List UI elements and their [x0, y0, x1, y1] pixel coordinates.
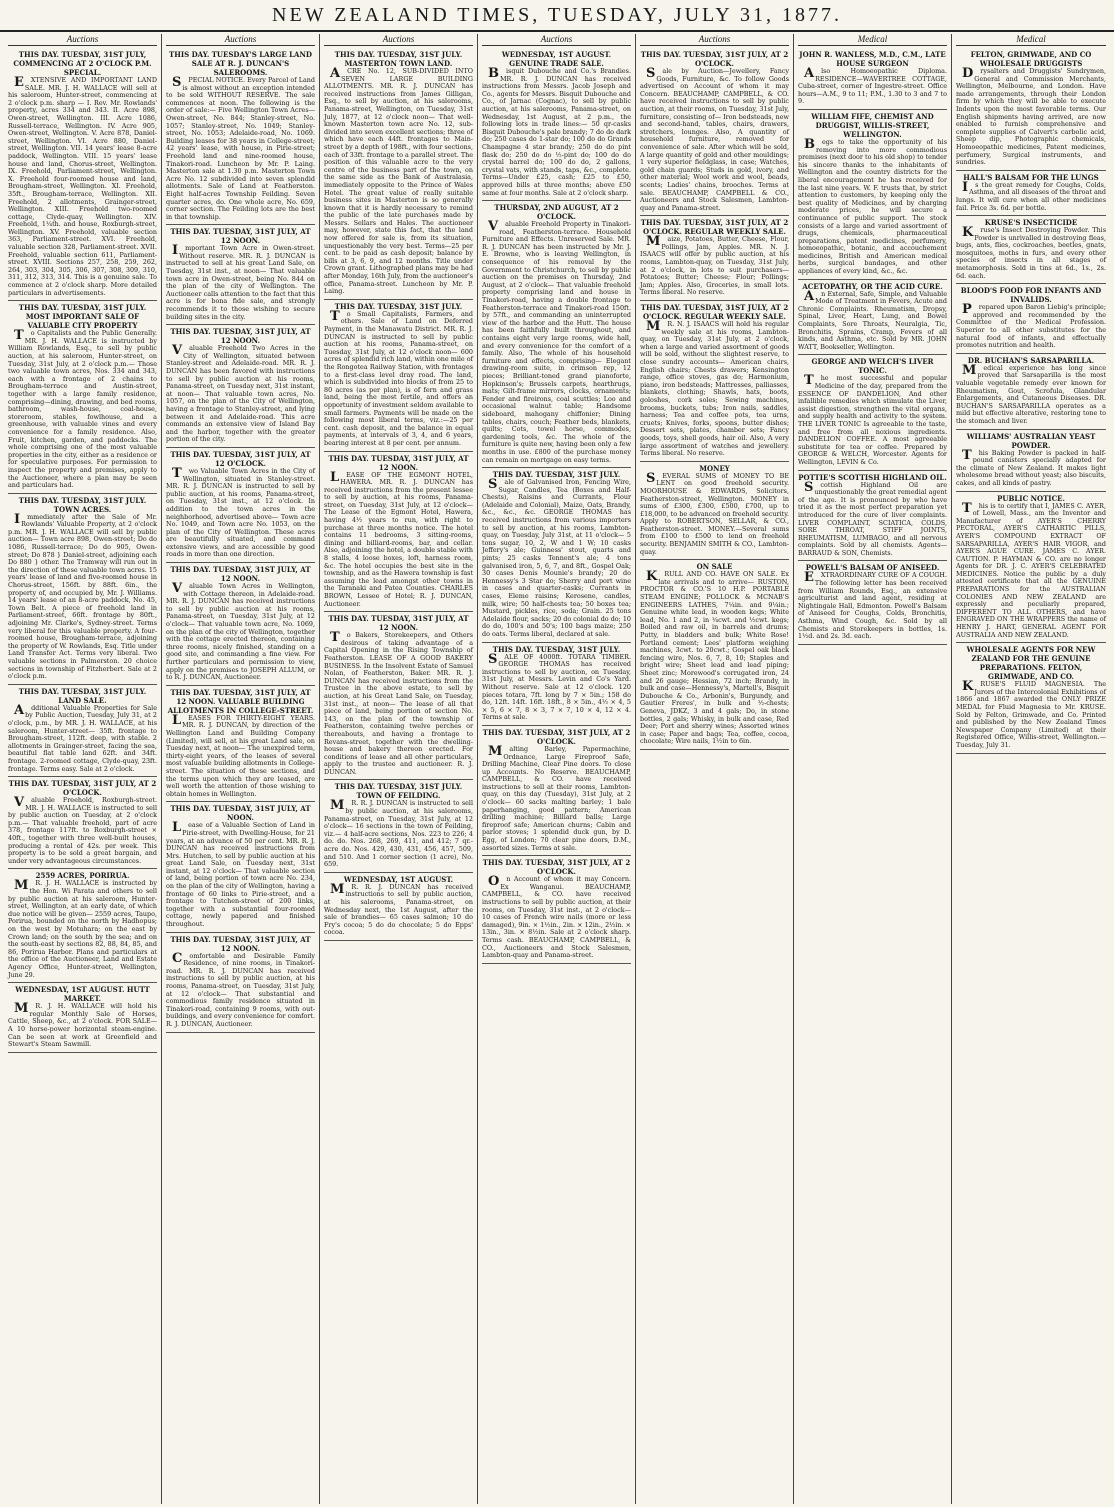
advertisement — [956, 284, 1106, 354]
advertisement — [640, 560, 789, 750]
advertisement-heading: THIS DAY. TUESDAY, 31ST JULY, AT 2 O'CLOCK. — [482, 727, 631, 746]
advertisement-heading: ON SALE — [696, 562, 733, 572]
advertisement-body: MR. J. H. WALLACE is instructed by the Hon. Wi Parata and others to sell by public auction at his saleroom, Hunter-street, Wellington, at an early date, of which due notice will be given— 2559 acres, Taupo, Porirua, bounded on the north by Hadhopus; on the west by Motuhara; on the east by Crown land; on the south by the sea; and on the south-east by sections 82, 88, 84, 85, and 86, Porirua Harbor. Plans and particulars at the office of the Auctioneer, Land and Estate Agency Office, Hunter-street, Wellington, June 29. — [8, 878, 157, 979]
advertisement — [166, 933, 315, 1033]
column-7 — [952, 34, 1110, 1504]
advertisement-body: LEASE OF THE EGMONT HOTEL, HAWERA. MR. R. J. DUNCAN has received instructions from the present lessee to sell by auction, at his rooms, Panama-street, on Tuesday, 31st July, at 12 o'clock— The Lease of the Egmont Hotel, Hawera, having 4½ years to run, with right to purchase at three months notice. The hotel contains 11 bedrooms, 3 sitting-rooms, dining and billiard-rooms, bar, and cellar. Also, adjoining the hotel, a double stable with 8 stalls, 4 loose boxes, loft, harness room, &c. The hotel occupies the best site in the township, and as the Hawera township is fast assuming the lead amongst other towns in the Taranaki and Patea Counties. CHARLES BROWN, Lessee of Hotel; R. J. DUNCAN, Auctioneer. — [324, 469, 473, 608]
advertisement-heading: THIS DAY. TUESDAY, 31ST JULY, AT 12 NOON. VALUABLE BUILDING ALLOTMENTS IN COLLEGE-STREET. — [167, 687, 314, 715]
advertisement-body: MR. J. H. WALLACE will hold his regular Monthly Sale of Horses, Cattle, Sheep, &c., at 2 o'clock. FOR SALE—A 10 horse-power horizontal steam-engine. Can be seen at work at Greenfield and Stewart's Steam Sawmill. — [8, 1001, 157, 1049]
advertisement-heading: THIS DAY. TUESDAY, 31ST JULY, AT 12 NOON. — [170, 565, 311, 584]
advertisement — [482, 48, 631, 201]
advertisement — [640, 48, 789, 216]
advertisement-body: KRUSE'S FLUID MAGNESIA. The Jurors of the Intercolonial Exhibitions of 1866 and 1867 awarded the ONLY PRIZE MEDAL for Fluid Magnesia to Mr. KRUSE. Sold by Felton, Grimwade, and Co. Printed and published by the New Zealand Times Newspaper Company (Limited) at their Registered Office, Willis-street, Wellington.—Tuesday, July 31. — [956, 679, 1106, 749]
advertisement — [956, 430, 1106, 492]
advertisement — [956, 643, 1106, 753]
advertisement-body: ACRE No. 12, SUB-DIVIDED INTO SEVEN LARGE BUILDING ALLOTMENTS. MR. R. J. DUNCAN has received instructions from James Gilligan, Esq., to sell by auction, at his salerooms, Panama-street, Wellington, on Tuesday, 31st July, 1877, at 12 o'clock noon— That well-known Masterton town acre No. 12, sub-divided into seven excellent sections; three of which have each 44ft. frontages to Main-street by a depth of 198ft., with four sections, each of 33ft. frontage to a parallel street. The position of this valuable acre to the very centre of the business part of the town, on the same side as the Bank of Australasia, immediately opposite to the Prince of Wales Hotel. The great value of really suitable business sites in Masterton is so generally known that it is hardly necessary to remind the public of the late purchases made by Messrs. Sellars and Hales. The auctioneer may, however, state this fact, that the land now offered for sale is, from its situation, unquestionably the very best. Terms—25 per cent. to be paid as cash deposit; balance by bills at 3, 6, 9, and 12 months. Title under Crown grant. Lithographed plans may be had after Monday, 16th July, from the auctioneer's office, Panama-street. Luncheon by Mr. P. Laing. — [324, 66, 473, 296]
advertisement-heading: 2559 ACRES, PORIRUA. — [35, 871, 130, 881]
advertisement — [640, 462, 789, 561]
advertisement-heading: THURSDAY, 2ND AUGUST, AT 2 O'CLOCK. — [494, 203, 619, 222]
column-3 — [320, 34, 478, 1504]
advertisement — [798, 471, 947, 562]
advertisement-heading: THIS DAY. TUESDAY, 31ST JULY, AT NOON. — [170, 804, 311, 823]
advertisement-heading: THIS DAY. TUESDAY, 31ST JULY. LAND SALE. — [18, 686, 147, 705]
advertisement-heading: HALL'S BALSAM FOR THE LUNGS — [963, 172, 1099, 182]
advertisement-body: Scottish Highland Oil are unquestionably the great remedial agent of the age. It is pronounced by who have tried it as the most perfect preparation yet introduced for the cure of liver complaints. LIVER COMPLAINT, SCIATICA, COLDS, SORE THROAT, STIFF JOINTS, RHEUMATISM, LUMBAGO, and all nervous complaints. Sold by all chemists. Agents—BARRAUD & SON, Chemists. — [798, 479, 947, 557]
advertisement — [482, 201, 631, 468]
advertisement-body: Bisquit Dubouche and Co.'s Brandies. MR. R. J. DUNCAN has received instructions from Messrs. Jacob Joseph and Co., agents for Messrs. Bisquit Dubouche and Co., of Jarnac (Cognac), to sell by public auction, at his salerooms, Panama-street, on Wednesday, 1st August, at 2 p.m., the following lots in trade lines:— 50 qr-casks Bisquit Dubouche's pale brandy; 7 do do dark do; 250 cases do 1-star do; 100 do do Grands Champagne 4 star brandy; 250 do do pint flask do; 250 do do ½-pint do; 100 do do crystal barrel do; 100 do do, 2 gallons, crystal vats, with stands, taps, &c., complete. Terms—Under £25, cash; £25 to £50, approved bills at three months; above £50 same at four months. Sale at 2 o'clock sharp. — [482, 66, 631, 197]
advertisement — [798, 561, 947, 644]
advertisement-heading: THIS DAY. TUESDAY, 31ST JULY, COMMENCING AT 2 O'CLOCK P.M. SPECIAL. — [13, 50, 152, 77]
advertisement — [482, 468, 631, 642]
advertisement-heading: WILLIAM FIFE, CHEMIST AND DRUGGIST, WILLIS-STREET, WELLINGTON. — [811, 111, 934, 139]
advertisement-body: MR. R. J. DUNCAN has received instructions to sell by public auction, at his salerooms, Panama-street, on Wednesday next, the 1st August, after the sale of brandies— 65 cases salmon; 10 do Fry's cocoa; 5 do do chocolate; 5 do Epps' cocoa. — [324, 881, 473, 937]
advertisement — [8, 494, 157, 685]
advertisement — [8, 869, 157, 983]
advertisement-body: To Capitalists and the Public Generally. MR. J. H. WALLACE is instructed by William Rowlands, Esq., to sell by public auction, at his saleroom, Hunter-street, on Tuesday, 31st July, at 2 o'clock p.m.— Those two valuable town acres, Nos. 334 and 343, each with a frontage of 2 chains to Brougham-terrace and Austin-street, together with a large family residence, comprising—dining, drawing, and bed rooms, bathroom, wash-house, coal-house, storeroom, stables, fowlhouse, and a greenhouse, with valuable vines and every convenience for a family residence. Also, Fruit, kitchen, garden, and paddocks. The whole comprising one of the most valuable properties in the city, either as a residence or for speculative purposes. For permission to inspect the property and premises, apply to the Auctioneer, where a plan may be seen and particulars had. — [8, 328, 157, 490]
advertisement — [640, 301, 789, 462]
column-2 — [162, 34, 320, 1504]
advertisement-heading: THIS DAY. TUESDAY, 31ST JULY. MASTERTON TOWN LAND. — [334, 50, 463, 68]
advertisement-body: Maize, Potatoes, Butter, Cheese, Flour, Pollings, Jam, Apples. MR. N. J. ISAACS will offer by public auction, at his rooms, Lambton-quay, on Tuesday, 31st July, at 2 o'clock, in lots to suit purchasers— Potatoes; Butter; Cheese; Flour; Pollings; Jam; Apples. Also, Groceries, in small lots. Terms liberal. No reserve. — [640, 234, 789, 297]
advertisement — [640, 216, 789, 301]
advertisement-heading: THIS DAY. TUESDAY, 31ST JULY. — [492, 470, 621, 480]
advertisement — [798, 280, 947, 356]
advertisement — [956, 354, 1106, 430]
advertisement-heading: THIS DAY. TUESDAY, 31ST JULY, AT 2 O'CLOCK. REGULAR WEEKLY SALE. — [640, 218, 789, 237]
advertisement-body: Valuable Town Acres in Wellington, with Cottage thereon, in Adelaide-road. MR. R. J. DUNCAN has received instructions to sell by public auction at his rooms, Panama-street, on Tuesday, 31st July, at 12 o'clock— That valuable town acre, No. 1069, on the plan of the city of Wellington, together with the cottage erected thereon, containing three rooms, nicely finished, standing on a good site, and commanding a fine view. For further particulars and permission to view, apply on the premises to JOSEPH ALLUM, or to R. J. DUNCAN, Auctioneer. — [166, 581, 315, 682]
advertisement-heading: WEDNESDAY, 1ST AUGUST. — [343, 874, 454, 884]
advertisement-body: LEASES FOR THIRTY-EIGHT YEARS. MR. R. J. DUNCAN, by direction of the Wellington Land and Building Company (Limited), will sell, at his great Land sale, on Tuesday next, at noon— The unexpired term, thirty-eight years, of the leases of several most valuable building allotments in College-street. The situation of these sections, and the terms upon which they are leased, are well worth the attention of those wishing to obtain homes in Wellington. — [166, 712, 315, 798]
advertisement-heading: DR. BUCHAN'S SARSAPARILLA. — [967, 355, 1095, 365]
column-1 — [4, 34, 162, 1504]
column-heading: Auctions — [8, 34, 157, 46]
advertisement-body: The most successful and popular Medicine of the day, prepared from the ESSENCE OF DANDELION, And other infallible remedies which stimulate the Liver, assist digestion, strengthen the vital organs, and supply health and activity to the system. THE LIVER TONIC Is agreeable to the taste, and free from all noxious ingredients. DANDELION COFFEE. A most agreeable substitute for tea or coffee. Prepared by GEORGE & WELCH, Worcester. Agents for Wellington, LEVIN & Co. — [798, 373, 947, 466]
column-6 — [794, 34, 952, 1504]
column-heading: Auctions — [482, 34, 631, 46]
column-heading: Auctions — [324, 34, 473, 46]
advertisement — [798, 48, 947, 110]
advertisement — [8, 48, 157, 301]
advertisement-heading: WEDNESDAY, 1ST AUGUST. GENUINE TRADE SALE. — [501, 50, 612, 68]
advertisement-heading: GEORGE AND WELCH'S LIVER TONIC. — [811, 357, 934, 376]
advertisement-heading: THIS DAY. TUESDAY, 31ST JULY, AT 12 NOON. — [170, 227, 311, 246]
advertisement — [956, 492, 1106, 644]
advertisement-body: This is to certify that I, JAMES C. AYER, of Lowell, Mass., am the Inventor and Manufacturer of AYER'S CHERRY PECTORAL, AYER'S CATHARTIC PILLS, AYER'S COMPOUND EXTRACT OF SARSAPARILLA, AYER'S HAIR VIGOR, and AYER'S AGUE CURE. JAMES C. AYER. CAUTION. P. HAYMAN & CO. are no longer Agents for DR. J. C. AYER'S CELEBRATED MEDICINES. Notice the public by a duly attested certificate that all the GENUINE PREPARATIONS for the AUSTRALIAN COLONIES AND NEW ZEALAND are expressly and peculiarly prepared, DIFFERENT TO ALL OTHERS, and have ENGRAVED ON THE WRAPPERS the name of HENRY J. HART, GENERAL AGENT FOR AUSTRALIA AND NEW ZEALAND. — [956, 500, 1106, 639]
column-heading: Medical — [956, 34, 1106, 46]
advertisement-heading: MONEY — [699, 463, 730, 473]
advertisement-heading: THIS DAY. TUESDAY, 31ST JULY, AT 2 O'CLOCK. — [482, 858, 631, 877]
advertisement — [324, 452, 473, 613]
advertisement-heading: THIS DAY. TUESDAY, 31ST JULY, AT 2 O'CLOCK. REGULAR WEEKLY SALE. — [640, 303, 789, 322]
advertisement-heading: POWELL'S BALSAM OF ANISEED. — [805, 563, 940, 573]
column-heading: Auctions — [166, 34, 315, 46]
advertisement-body: Sale by Auction—Jewellery, Fancy Goods, Furniture, &c. To follow Goods advertised on Account of whom it may Concern. BEAUCHAMP, CAMPBELL, & CO. have received instructions to sell by public auction, at their rooms, on Tuesday, 31st July, furniture, consisting of— Iron bedsteads, new and second-hand, tables, chairs, drawers, stretchers, lounges. Also, A quantity of household furniture, removed for convenience of sale. After which will be sold, A large quantity of gold and other mouldings; 1 very superior fieldglass, in case; Watches, gold chain guards; Studs in gold, ivory, and other material; Wool work and wool, beads, scents; Ladies' chains, brooches. Terms at sale. BEAUCHAMP, CAMPBELL & CO., Auctioneers and Stock Salesmen, Lambton-quay and Panama-street. — [640, 66, 789, 212]
advertisement-heading: FELTON, GRIMWADE, AND CO WHOLESALE DRUGGISTS — [970, 50, 1092, 68]
advertisement — [166, 686, 315, 803]
advertisement — [798, 355, 947, 470]
advertisement — [8, 983, 157, 1053]
advertisement — [166, 225, 315, 325]
advertisement-heading: POTTIE'S SCOTTISH HIGHLAND OIL. — [798, 472, 947, 482]
advertisement-body: On Account of whom it may Concern. Ex Wanganui. BEAUCHAMP, CAMPBELL, & CO. have received instructions to sell by public auction, at their rooms, on Tuesday, 31st inst., at 2 o'clock— 10 cases of French wire nails (more or less damaged), 9in. × 1½in., 2in. × 12in., 2½in. × 13in., 3in. × 8½in. Sale at 2 o'clock sharp. Terms cash. BEAUCHAMP, CAMPBELL, & CO., Auctioneers and Stock Salesmen, Lambton-quay and Panama-street. — [482, 874, 631, 960]
column-4 — [478, 34, 636, 1504]
advertisement-body: An External, Safe, Simple, and Valuable Mode of Treatment in Fevers, Acute and Chronic Complaints. Rheumatism, Dropsy, Spinal, Liver, Heart, Lung, and Bowel Complaints, Sore Throats, Neuralgia, Tic, Bronchitis, Sprains, Cramp, Fevers of all kinds, and Asthma, etc. Sold by MR. JOHN WATT, Bookseller, Wellington. — [798, 288, 947, 351]
advertisement — [324, 300, 473, 452]
advertisement-heading: WHOLESALE AGENTS FOR NEW ZEALAND FOR THE GENUINE PREPARATIONS. FELTON, GRIMWADE, AND CO. — [966, 645, 1096, 682]
advertisement — [166, 448, 315, 563]
advertisement-body: SPECIAL NOTICE. Every Parcel of Land is almost without an exception intended to be sold WITHOUT RESERVE. The sale commences at noon. The following is the order of sale:— Five Wellington Town Acres— Owen-street, No. 844; Stanley-street, No. 1057; Stanley-street, No. 1049; Stanley-street, No. 1053; Adelaide-road, No. 1069. Building leases for 38 years in College-street; 42 years' lease, with house, in Pirie-street; Freehold land and nine-roomed house, Tinakori-road. Luncheon by Mr. P. Laing. Masterton sale at 1.30 p.m. Masterton Town Acre No. 12 subdivided into seven splendid allotments. Sale of Land at Featherston. Eight half-acres Township Feilding. Seven quarter acres, do. One whole acre, No. 659, corner section. The Feilding lots are the best in that township. — [166, 75, 315, 221]
advertisement-body: MR. R. J. DUNCAN is instructed to sell by public auction, at his salerooms, Panama-street, on Tuesday, 31st July, at 12 o'clock— 16 sections in the town of Feilding, viz.— 4 half-acre sections, Nos. 223 to 226; 4 do. do. Nos. 268, 269, 411, and 412; 7 qr.-acre do. Nos. 429, 430, 431, 456, 457, 509, and 510. And 1 corner section (1 acre), No. 659. — [324, 798, 473, 869]
advertisement-body: Valuable Freehold Two Acres in the City of Wellington, situated between Stanley-street and Adelaide-road. MR. R. J. DUNCAN has been favored with instructions to sell by public auction at his rooms, Panama-street, on Tuesday next, 31st instant, at noon— That valuable town acres, No. 1057, on the plan of the City of Wellington, having a frontage to Stanley-street, and lying between it and Adelaide-road. This acre commands an extensive view of Island Bay and the harbor, together with the greater portion of the city. — [166, 343, 315, 444]
advertisement-heading: ACETOPATHY, OR THE ACID CURE. — [802, 281, 943, 291]
column-5 — [636, 34, 794, 1504]
advertisement — [482, 856, 631, 964]
advertisement-heading: PUBLIC NOTICE. — [997, 493, 1065, 503]
advertisement-body: Medical experience has long since proved that Sarsaparilla is the most valuable vegetable remedy ever known for Rheumatism, Gout, Scrofula, Glandular Enlargements, and Cutaneous Diseases. DR. BUCHAN'S SARSAPARILLA operates as a mild but effective alterative, restoring tone to the stomach and liver. — [956, 362, 1106, 425]
advertisement-body: Lease of a Valuable Section of Land in Pirie-street, with Dwelling-House, for 21 years, at an advance of 50 per cent. MR. R. J. DUNCAN has received instructions from Mrs. Hutchen, to sell by public auction at his great Land Sale, on Tuesday next, 31st instant, at 12 o'clock— That valuable section of land, being portion of town acre No. 234, on the plan of the city of Wellington, having a frontage of 60 links to Pirie-street, and a frontage to Tutchen-street of 200 links, together with a substantial four-roomed cottage, newly papered and finished throughout. — [166, 820, 315, 929]
advertisement — [166, 802, 315, 932]
advertisement — [956, 216, 1106, 284]
advertisement-heading: THIS DAY. TUESDAY, 31ST JULY, AT 12 NOON. — [170, 934, 311, 953]
advertisement-heading: WEDNESDAY, 1ST AUGUST. HUTT MARKET. — [15, 985, 150, 1004]
advertisement-body: To Bakers, Storekeepers, and Others desirous of taking advantage of a Capital Opening in the Rising Township of Featherston. LEASE OF A GOOD BAKERY BUSINESS. In the Insolvent Estate of Samuel Nolan, of Featherston, Baker. MR. R. J. DUNCAN has received instructions from the Trustee in the above estate, to sell by auction, at his Great Land Sale, on Tuesday, 31st inst., at noon— The lease of all that piece of land, being portion of section No. 143, on the plan of the township of Featherston, containing twelve perches or thereabouts, and having a frontage to Revans-street, together with the dwelling-house and bakery thereon erected. For conditions of lease and all other particulars, apply to the trustee and auctioneer. R. J. DUNCAN. — [324, 630, 473, 776]
advertisement-heading: THIS DAY. TUESDAY, 31ST JULY. TOWN OF FEILDING. — [334, 782, 463, 801]
advertisement-body: SALE OF 4000ft. TOTARA TIMBER. GEORGE THOMAS has received instructions to sell by auction, on Tuesday, 31st July, at Messrs. Levin and Co's Yard. Without reserve. Sale at 12 o'clock. 120 pieces totara, 7ft. long by 7 × 5in.; 158 do do, 12ft. 14ft. 16ft. 18ft., 8 × 5in., 4½ × 4, 5 × 5, 6 × 7, 8 × 3, 7 × 7, 10 × 4, 12 × 4. Terms at sale. — [482, 651, 631, 722]
advertisement-body: Valuable Freehold, Roxburgh-street. MR. J. H. WALLACE is instructed to sell by public auction on Tuesday, at 2 o'clock p.m.— That valuable freehold, part of acre 378, frontage 117ft. to Roxburgh-street × 40ft., together with three well-built houses, producing a rental of 42s. per week. This property is to be sold a great bargain, and under very advantageous circumstances. — [8, 795, 157, 865]
advertisement — [166, 48, 315, 225]
advertisement — [482, 726, 631, 856]
advertisement-heading: THIS DAY. TUESDAY, 31ST JULY, AT 12 O'CLOCK. — [170, 449, 311, 468]
advertisement — [956, 48, 1106, 171]
advertisement-body: Immediately after the Sale of Mr. Rowlands' Valuable Property, at 2 o'clock p.m. MR. J. H. WALLACE will sell by public auction— Town acre 898, Owen-street; Do do 1086, Russell-terrace; Do do 905, Owen-street; Do 878 } Daniel-street, adjoining each Do 880 } other. The Tramway will run out in the direction of these valuable town acres. 15 years' lease of land and five-roomed house in Chorus-street, 156ft. by 88ft. 6in., the property of, and occupied by, Mr. J. Williams. 14 years' lease of an 8-acre paddock, No. 45, Town Belt. A piece of freehold land in Parliament-street, 66ft. frontage by 80ft., adjoining Mr. Clarke's, Sydney-street. Terms very liberal for this valuable property. A four-roomed house, Brougham-terrace, adjoining the property of W. Rowlands, Esq. Title under Land Transfer Act. Terms very liberal. Two valuable sections in Palmerston. 20 choice sections in township of Fitzherbert. Sale at 2 o'clock p.m. — [8, 511, 157, 681]
advertisement-body: Comfortable and Desirable Family Residence, of nine rooms, in Tinakori-road. MR. R. J. DUNCAN has received instructions to sell by public auction, at his rooms, Panama-street, on Tuesday, 31st July, at 12 o'clock— That substantial and commodious family residence situated in Tinakori-road, containing 9 rooms, with out-buildings, and every convenience for comfort. R. J. DUNCAN, Auctioneer. — [166, 950, 315, 1028]
advertisement — [482, 643, 631, 726]
advertisement-heading: THIS DAY. TUESDAY, 31ST JULY, AT 12 NOON. — [170, 327, 311, 346]
advertisement-heading: THIS DAY. TUESDAY, 31ST JULY, AT 2 O'CLOCK. — [640, 50, 789, 68]
advertisement-heading: JOHN R. WANLESS, M.D., C.M., LATE HOUSE SURGEON — [799, 50, 946, 68]
advertisement-body: Two Valuable Town Acres in the City of Wellington, situated in Stanley-street. MR. R. J. DUNCAN is instructed to sell by public auction, at his rooms, Panama-street, on Tuesday, 31st inst., at 12 o'clock. In addition to the town acres in the neighborhood, advertised above— Town acre No. 1049, and Town acre No. 1053, on the plan of the City of Wellington. These acres are beautifully situated, and command extensive views, and are accessible by good roads in more than one direction. — [166, 465, 315, 559]
advertisement-body: Sale of Galvanised Iron, Fencing Wire, Sugar, Candles, Tea (Boxes and Half-Chests), Raisins and Currants, Flour (Adelaide and Colonial), Maize, Oats, Brandy, &c., &c., &c. GEORGE THOMAS has received instructions from various importers to sell by auction, at his rooms, Lambton-quay, on Tuesday, July 31st, at 11 o'clock— 5 tons sugar, 10, 2, W and 1 W; 10 casks Jeffery's ale; Guinness' stout, quarts and pints; 25 casks Tennent's ale; 4 tons galvanised iron, 5, 6, 7, and 8ft., Gospel Oak; 30 cases Denis Mounie's brandy; 20 do Hennessy's 3 Star do; Sherry and port wine in cases and quarter-casks; Currants in cases, Eleme raisins; Kerosene, candles, milk, wire; 50 half-chests tea; 50 boxes tea; Mustard, pickles, rice, soda; Grain. 25 tons Adelaide flour, sacks; 20 do colonial do do; 10 do do, 100's and 50's; 100 bags maize; 250 do oats. Terms liberal, declared at sale. — [482, 477, 631, 638]
advertisement-body: Begs to take the opportunity of his removing into more commodious premises (next door to his old shop) to tender his sincere thanks to the inhabitants of Wellington and the country districts for the liberal encouragement he has received for the last nine years. W. F. trusts that, by strict attention to customers, by keeping only the best quality of Medicines, and by charging moderate prices, he will secure a continuance of public support. The stock consists of a large and varied assortment of drugs, chemicals, pharmaceutical preparations, patent medicines, perfumery, homoeopathic, botanic, and accouchement medicines, British and American medical herbs, surgical bandages, and other appliances of every kind, &c., &c. — [798, 136, 947, 276]
advertisement — [324, 780, 473, 872]
advertisement-body: Important Town Acre in Owen-street. Without reserve. MR. R. J. DUNCAN is instructed to sell at his great Land Sale, on Tuesday, 31st inst., at noon— That valuable town acre in Owen-street, being No. 844 on the plan of the city of Wellington. The Auctioneer calls attention to the fact that this acre is for bona fide sale, and strongly recommends it to those wishing to secure building sites in the city. — [166, 243, 315, 321]
advertisement — [8, 301, 157, 493]
advertisement-body: Drysalters and Druggists' Sundrymen, General and Commission Merchants, Wellington, Melbourne, and London. Have made arrangements, through their London firm by which they will be able to execute Indents upon the most favorable terms. Our English shipments having arrived, are now enabled to furnish comprehensive and complete supplies of Calvert's carbolic acid, Sheep dip, Photographic chemicals, Homoeopathic medicines, Patent medicines, perfumery, Surgical instruments, and sundries. — [956, 66, 1106, 167]
advertisement — [324, 873, 473, 941]
advertisement-body: EXTENSIVE AND IMPORTANT LAND SALE. MR. J. H. WALLACE will sell at his saleroom, Hunter-street, commencing at 2 o'clock p.m. sharp — I. Rev. Mr. Rowlands' property, acres 334 and 343. II. Acre 898, Owen-street, Wellington. III. Acre 1086, Russell-terrace, Wellington. IV. Acre 905, Owen-street, Wellington. V. Acre 878, Daniel-street, Wellington. VI. Acre 880, Daniel-street, Wellington. VII. 14 years' lease 8-acre paddock, Wellington. VIII. 15 years' lease house and land, Chorus-street, Wellington. IX. Freehold, Parliament-street, Wellington. X. Freehold four-roomed house and land, Brougham-street, Wellington. XI. Freehold, 35ft., Brougham-terrace, Wellington. XII. Freehold, 2 allotments, Grainger-street, Wellington. XIII. Freehold two-roomed cottage, Clyde-quay, Wellington. XIV. Freehold, 1¼th. and house, Roxburgh-street, Wellington. XV. Freehold, valuable section 363, Parliament-street. XVI. Freehold, valuable section 328, Parliament-street. XVII. Freehold, valuable section 611, Parliament-street. XVIII. Sections 257, 258, 259, 262, 264, 303, 304, 305, 306, 307, 308, 309, 310, 311, 312, 313, 314. This is a genuine sale. To commence at 2 o'clock sharp. More detailed particulars in advertisements. — [8, 75, 157, 297]
advertisement — [8, 685, 157, 777]
advertisement-heading: THIS DAY. TUESDAY, 31ST JULY. TOWN ACRES. — [18, 495, 147, 514]
advertisement-heading: BLOOD'S FOOD FOR INFANTS AND INVALIDS. — [960, 286, 1102, 305]
advertisement-heading: THIS DAY. TUESDAY'S LARGE LAND SALE AT R. J. DUNCAN'S SALEROOMS. — [169, 50, 312, 77]
advertisement-body: EXTRAORDINARY CURE OF A COUGH. The following letter has been received from William Rounds, Esq., an extensive agriculturist and land agent, residing at Nightingale Hall, Edmonton. Powell's Balsam of Aniseed for Coughs, Colds, Bronchitis, Asthma, Wind Cough, &c. Sold by all Chemists and Storekeepers in bottles, 1s. 1½d. and 2s. 3d. each. — [798, 570, 947, 641]
advertisement-body: KRULL AND CO. HAVE ON SALE. Ex late arrivals and to arrive— RUSTON, PROCTOR & CO.'S 10 H.P. PORTABLE STEAM ENGINE; POLLOCK & MCNAB'S ENGINEERS LATHES, 7¼in. and 9¼in.; Genuine white lead, in wooden kegs; White lead, No. 1 and 2, in ¼cwt. and ½cwt. kegs; Boiled and raw oil, in barrels and drums; Putty, in bladders and bulk; White Rose! Portland cement; Lees' platform weighing machines, 3cwt. to 20cwt.; Gospel oak black fencing wire, Nos. 6, 7, 8, 10; Staples and bright wire; Sheet lead and lead piping; Sheet zinc; Morewood's corrugated iron, 24 and 26 gauge; Hessian, 72 inch; Brandy, in bulk and case—Hennessy's, Martell's, Bisquit Dubouche & Co., Arbonin's, Burgundy, and Gautier Freres', in bulk and ½-chests; Geneva, JDKZ, 3 and 4 gals; Do, in stone bottles, 2 gals; Whisky, in bulk and case, Red Deer; Port and sherry wines; Assorted wines in case; Paper and bags; Tea, coffee, cocoa, chocolate; Wire nails, 1½in to 6in. — [640, 569, 789, 746]
advertisement — [956, 171, 1106, 216]
advertisement — [166, 563, 315, 686]
column-heading: Auctions — [640, 34, 789, 46]
page-columns — [4, 34, 1110, 1504]
advertisement-body: To Small Capitalists, Farmers, and others. Sale of Land on Deferred Payment, in the Manawatu District. MR. R. J. DUNCAN is instructed to sell by public auction at his rooms, Panama-street, on Tuesday, 31st July, at 12 o'clock noon— 600 acres of splendid rich land, within one mile of the Rongotea Railway Station, with frontages to a first-class level dray road. The land, which is subdivided into blocks of from 25 to 80 acres (as per plan), is of fern and grass land, being the most fertile, and offers an opportunity of investment seldom available to small farmers. Payments will be made on the following most liberal terms, viz.:—25 per cent. cash deposit, and the balance in equal payments, at intervals of 3, 4, and 6 years, bearing interest at 8 per cent. per annum. — [324, 308, 473, 447]
advertisement — [8, 777, 157, 869]
advertisement — [324, 612, 473, 780]
advertisement-heading: THIS DAY. TUESDAY, 31ST JULY, AT 2 O'CLOCK. — [8, 779, 157, 798]
advertisement-body: Valuable Freehold Property in Tinakori-road, Featherston-terrace. Household Furniture and Effects. Unreserved Sale. MR. R. J. DUNCAN has been instructed by Mr. J. E. Browne, who is leaving Wellington, in consequence of his removal by the Government to Christchurch, to sell by public auction on the premises on Thursday, 2nd August, at 2 o'clock— That valuable freehold property comprising land and house in Tinakori-road, having a double frontage to Featherston-terrace and Tinakori-road 150ft. by 57ft., and commanding an uninterrupted view of the harbor and the Hutt. The house has been faithfully built throughout, and contains eight very large rooms, wide hall, and every convenience for the comfort of a family. Also, The whole of his household furniture and effects, comprising— Elegant drawing-room suite, in crimson rep, 12 pieces; Brilliant-toned grand pianoforte, Hopkinson's; Brussels carpets, hearthrugs, mats; Gilt-frame mirrors, clocks, ornaments; Fender and fireirons, coal scuttles; Loo and occasional walnut table; Handsome sideboard, mahogany chiffonier; Dining tables, chairs, couch; Feather beds, blankets, quilts; Cots, towel horse, commodes, gardening tools, &c. The whole of the furniture is quite new, having been only a few months in use. £800 of the purchase money can remain on mortgage on easy terms. — [482, 219, 631, 464]
advertisement-body: Kruse's Insect Destroying Powder. This Powder is unrivalled in destroying fleas, bugs, ants, flies, cockroaches, beetles, gnats, mosquitoes, moths in furs, and every other species of insects in all stages of metamorphosis. Sold in tins at 6d., 1s., 2s. 6d. each. — [956, 225, 1106, 280]
advertisement-body: Additional Valuable Properties for Sale by Public Auction, Tuesday, July 31, at 2 o'clock, p.m., by MR. J. H. WALLACE, at his saleroom, Hunter-street— 35ft. frontage to Brougham-street, 112ft. deep, with stable. 2 allotments in Grainger-street, facing the sea, beautiful flat table land 62ft. and 34ft. frontage. 2-roomed cottage, Clyde-quay, 23ft. frontage. Terms easy. Sale at 2 o'clock. — [8, 702, 157, 773]
advertisement — [324, 48, 473, 300]
advertisement-heading: THIS DAY. TUESDAY, 31ST JULY. MOST IMPORTANT SALE OF VALUABLE CITY PROPERTY — [18, 303, 147, 331]
advertisement-body: This Baking Powder is packed in half-pound canisters specially adapted for the climate of New Zealand. It makes light wholesome bread without yeast; also biscuits, cakes, and all kinds of pastry. — [956, 447, 1106, 487]
column-heading: Medical — [798, 34, 947, 46]
advertisement-heading: THIS DAY. TUESDAY, 31ST JULY, AT 12 NOON. — [328, 453, 469, 472]
advertisement-heading: KRUSE'S INSECTICIDE — [984, 218, 1078, 228]
advertisement-body: Prepared upon Baron Liebig's principle; approved and recommended by the Committee of the Medical Profession. Superior to all other substitutes for the natural food of infants, and effectually promotes nutrition and health. — [956, 302, 1106, 350]
advertisement-body: MR. N. J. ISAACS will hold his regular weekly sale at his rooms, Lambton-quay, on Tuesday, 31st July, at 2 o'clock, when a large and varied assortment of goods will be sold, without the slightest reserve, to close sundry accounts— American chairs, English chairs; Chests drawers; Kensington range, office stoves, gas do; Harmonium, piano, iron bedsteads; Mattresses, palliasses, blankets, clothing; Shawls, hats, boots, goloshes, cork soles; Sewing machines, brooms, buckets, tubs; Iron nails, saddles, harness; Tea and coffee pots, tea urns, cruets; Knives, forks, spoons, butter dishes; Dessert sets, plates, chamber sets; Fancy goods, toys, shell goods, hair oil. Also, A very large assortment of watches and jewellery. Terms liberal. No reserve. — [640, 319, 789, 458]
advertisement-body: Also Homoeopathic Diploma. RESIDENCE—WAVERTREE COTTAGE, Cuba-street, corner of Ingestre-street. Office hours—A.M., 9 to 11; P.M., 1.30 to 3 and 7 to 9. — [798, 66, 947, 106]
advertisement-body: SEVERAL SUMS of MONEY TO BE LENT on good freehold security. MOORHOUSE & EDWARDS, Solicitors, Featherston-street, Wellington. MONEY in sums of £300, £300, £500, £700, up to £18,000, to be advanced on freehold security. Apply to ROBERTSON, SELLAR, & CO., Featherston-street. MONEY.—Several sums from £100 to £500 to lend on freehold security. BENJAMIN SMITH & CO., Lambton-quay. — [640, 470, 789, 556]
advertisement-heading: THIS DAY. TUESDAY, 31ST JULY, AT 12 NOON. — [328, 614, 469, 633]
advertisement — [798, 110, 947, 280]
masthead: NEW ZEALAND TIMES, TUESDAY, JULY 31, 1877. — [0, 0, 1114, 32]
advertisement-body: Malting Barley, Papermachine, Ordnance, Large Fireproof Safe, Drilling Machine, Clear Pine doors. To close up Accounts. No Reserve. BEAUCHAMP, CAMPBELL, & CO. have received instructions to sell at their rooms, Lambton-quay, on this day (Tuesday), 31st July, at 2 o'clock— 60 sacks malting barley; 1 bale paperhanging, good pattern; American drilling machine; Billiard balls; Large fireproof safe; American churns; Cabin and parlor stoves; 1 splendid duck gun, by D. Egg, of London; 70 clear pine doors, D.M., assorted sizes. Terms at sale. — [482, 743, 631, 852]
advertisement-heading: WILLIAMS' AUSTRALIAN YEAST POWDER. — [966, 431, 1096, 450]
advertisement-heading: THIS DAY. TUESDAY, 31ST JULY. — [334, 301, 463, 311]
advertisement — [166, 325, 315, 448]
advertisement-heading: THIS DAY. TUESDAY, 31ST JULY. — [492, 644, 621, 654]
advertisement-body: Is the great remedy for Coughs, Colds, Asthma, and all diseases of the throat and lungs. It will cure when all other medicines fail. Price 3s. 6d. per bottle. — [956, 179, 1106, 212]
